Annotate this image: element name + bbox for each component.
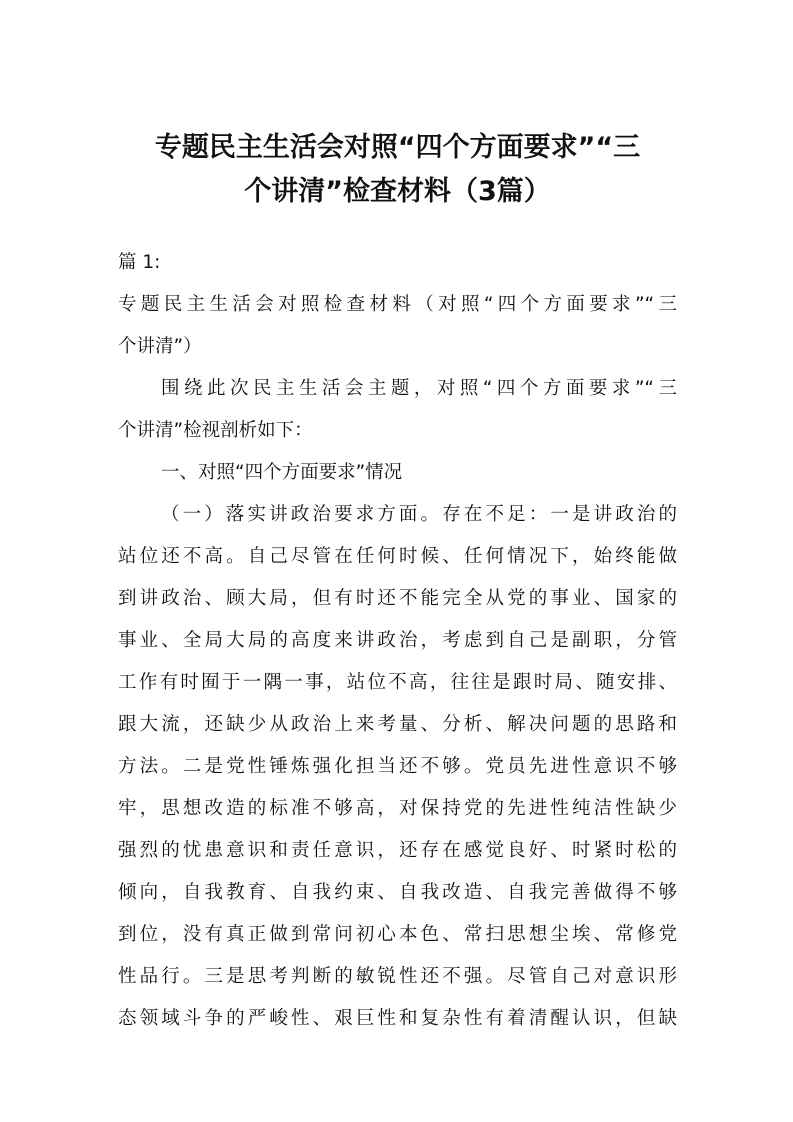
paragraph-line: 倾向，自我教育、自我约束、自我改造、自我完善做得不够 [118,882,677,903]
paragraph-line: 方法。二是党性锤炼强化担当还不够。党员先进性意识不够 [118,756,677,777]
paragraph-line: 态领域斗争的严峻性、艰巨性和复杂性有着清醒认识，但缺 [118,1008,677,1029]
document-body [118,242,677,1040]
paragraph-line: 围绕此次民主生活会主题，对照“四个方面要求”“三 [161,378,677,399]
paragraph-line: 跟大流，还缺少从政治上来考量、分析、解决问题的思路和 [118,714,677,735]
paragraph-line: 个讲清”） [118,336,202,357]
paragraph-line: 篇 1: [118,252,161,273]
paragraph-line: 站位还不高。自己尽管在任何时候、任何情况下，始终能做 [118,546,677,567]
paragraph-line: 工作有时囿于一隅一事，站位不高，往往是跟时局、随安排、 [118,672,677,693]
paragraph-line: 性品行。三是思考判断的敏锐性还不强。尽管自己对意识形 [118,966,677,987]
title-line: 个讲清”检查材料（3篇） [244,176,551,207]
paragraph-line: 个讲清”检视剖析如下： [118,420,313,441]
paragraph-line: 到讲政治、顾大局，但有时还不能完全从党的事业、国家的 [118,588,677,609]
title-line: 专题民主生活会对照“四个方面要求”“三 [154,132,641,163]
paragraph-line: 牢，思想改造的标准不够高，对保持党的先进性纯洁性缺少 [118,798,677,819]
paragraph-line: 事业、全局大局的高度来讲政治，考虑到自己是副职，分管 [118,630,677,651]
paragraph-line: 专题民主生活会对照检查材料（对照“四个方面要求”“三 [118,294,677,315]
paragraph-line: 到位，没有真正做到常问初心本色、常扫思想尘埃、常修党 [118,924,677,945]
document-title [110,126,685,214]
paragraph-line: （一）落实讲政治要求方面。存在不足：一是讲政治的 [161,504,677,525]
paragraph-line: 强烈的忧患意识和责任意识，还存在感觉良好、时紧时松的 [118,840,677,861]
paragraph-line: 一、对照“四个方面要求”情况 [161,462,403,483]
